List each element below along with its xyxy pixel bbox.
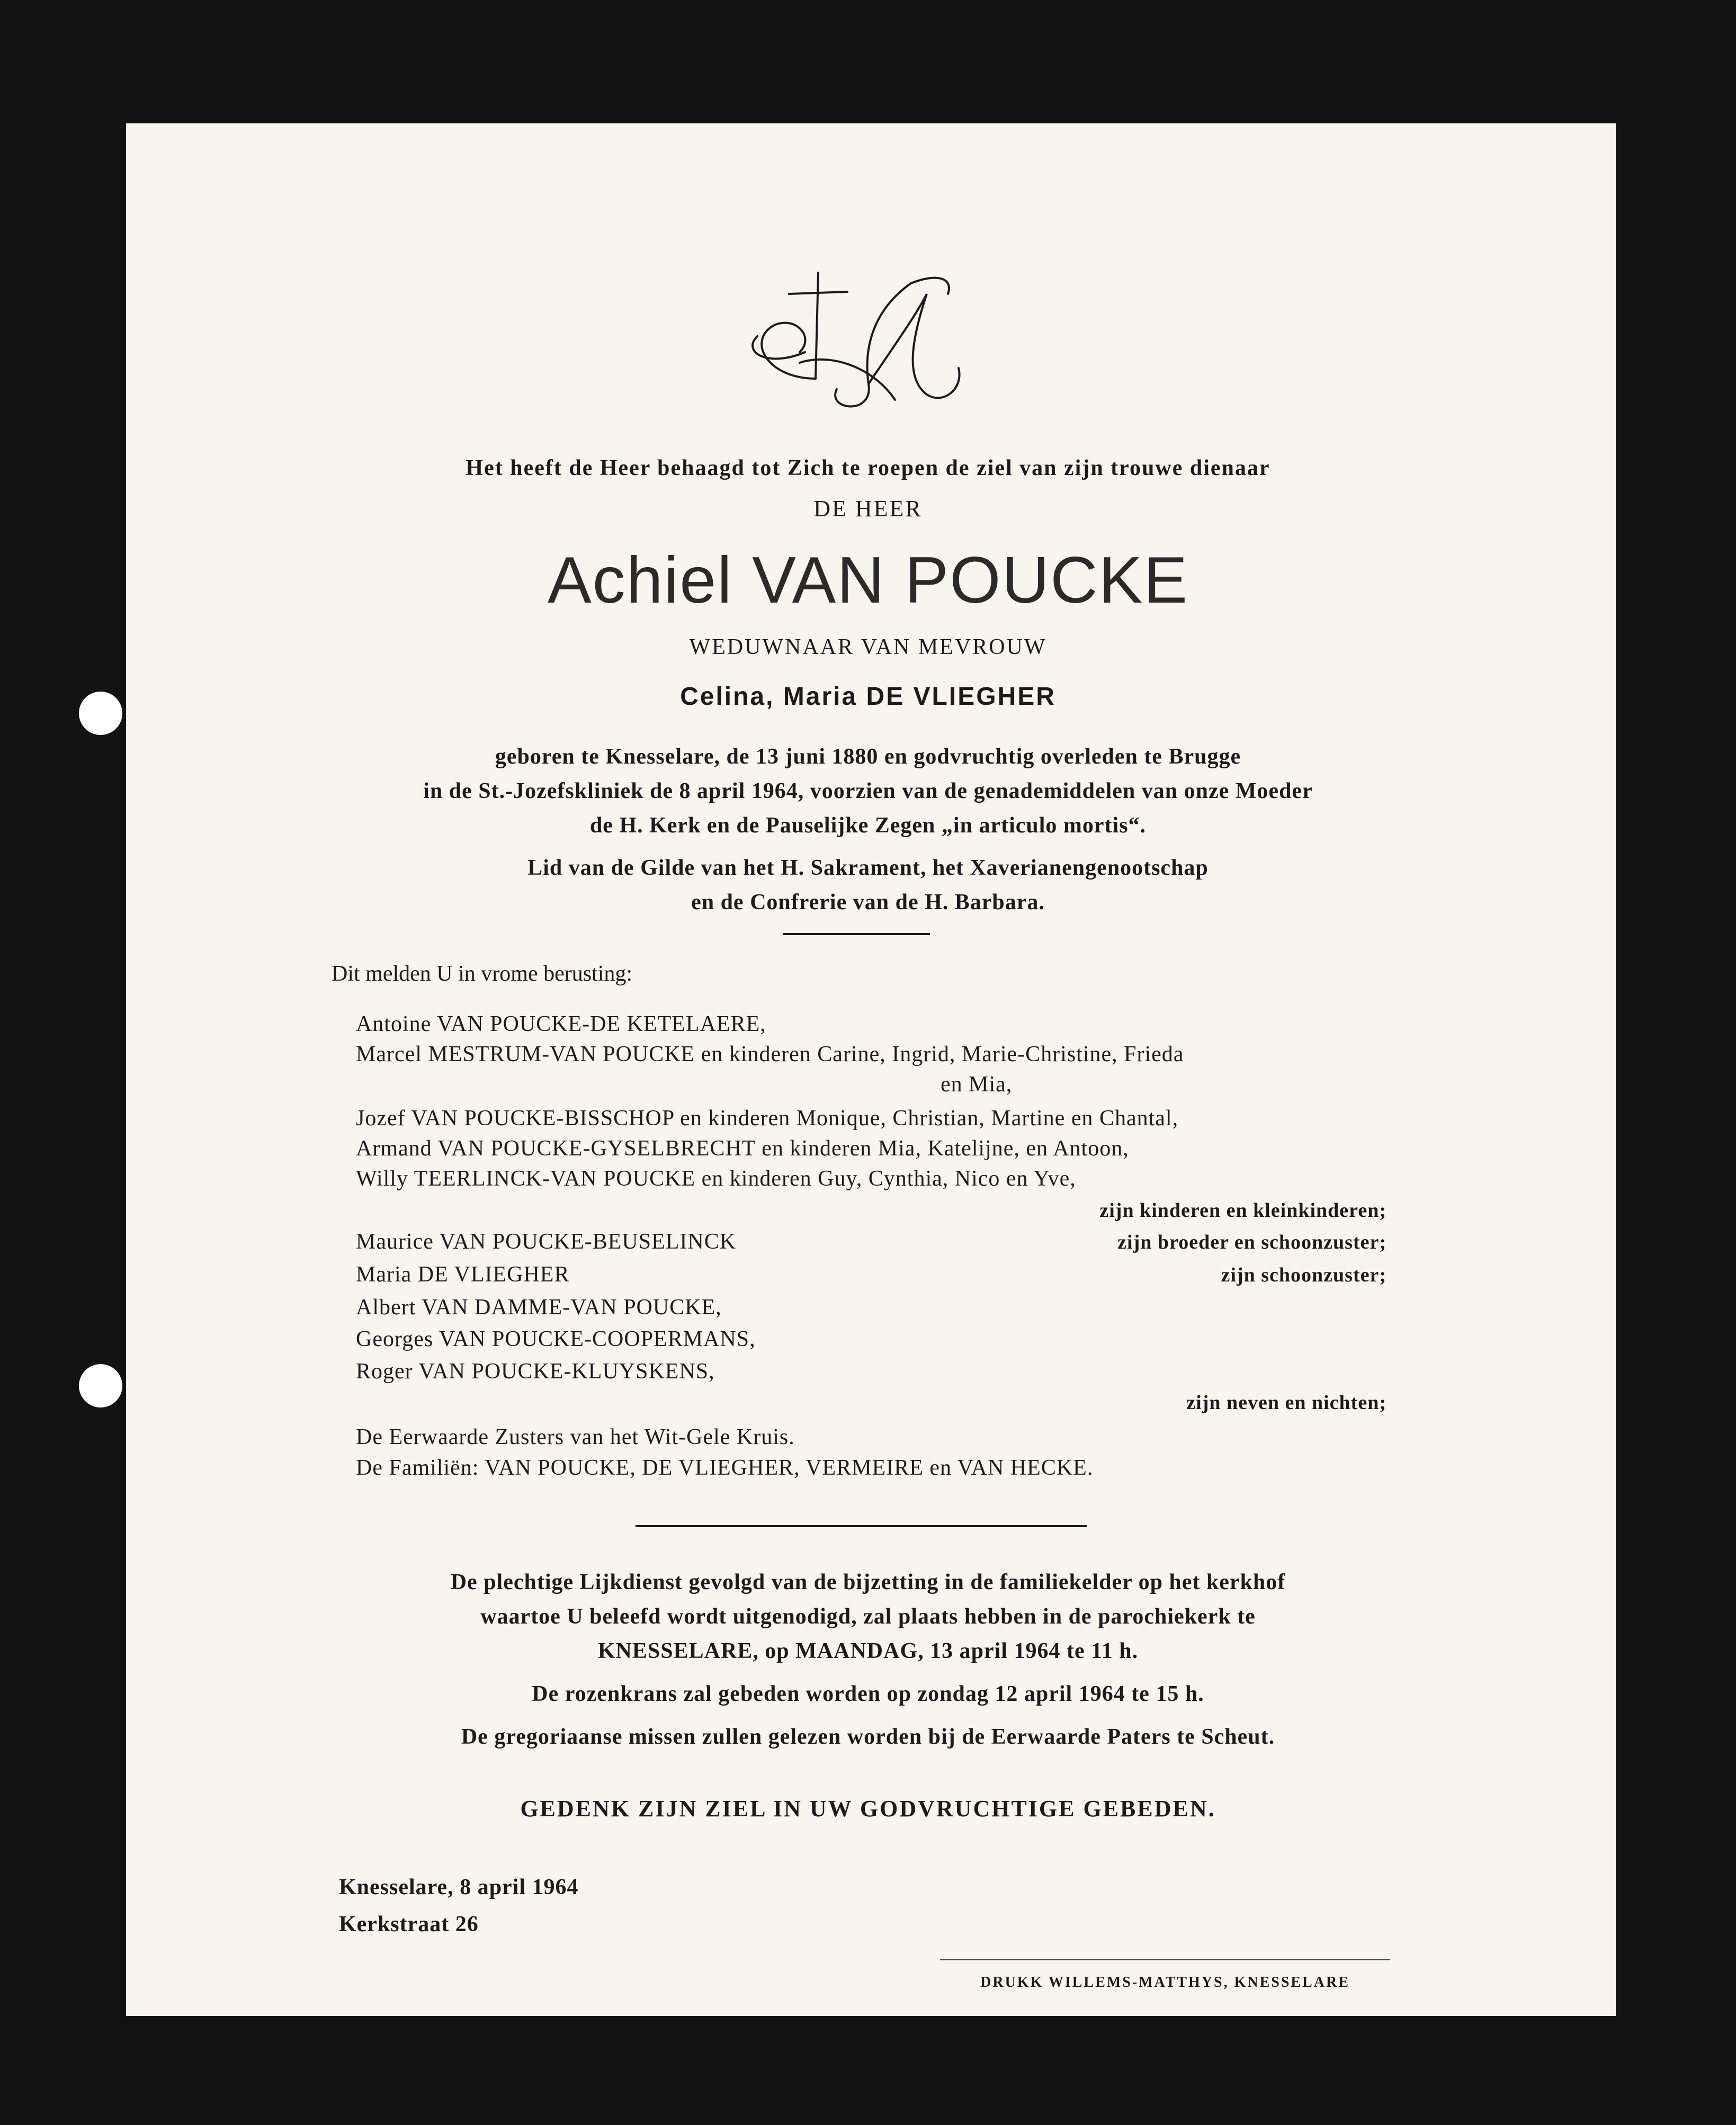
funeral-line: KNESSELARE, op MAANDAG, 13 april 1964 te 11 h. [597,1639,1139,1663]
family-line: Maurice VAN POUCKE-BEUSELINCK [356,1230,737,1254]
printer-rule [940,1959,1390,1960]
family-line: De Familiën: VAN POUCKE, DE VLIEGHER, VERMEIRE en VAN HECKE. [356,1456,1094,1480]
cross-monogram-icon [736,262,974,421]
family-line: De Eerwaarde Zusters van het Wit-Gele Kruis. [356,1425,795,1449]
family-line: Georges VAN POUCKE-COOPERMANS, [356,1327,756,1351]
title-prefix: DE HEER [813,496,923,522]
family-line: Roger VAN POUCKE-KLUYSKENS, [356,1359,715,1384]
funeral-line: De plechtige Lijkdienst gevolgd van de bijzetting in de familiekelder op het kerkhof [450,1570,1286,1594]
membership-line: Lid van de Gilde van het H. Sakrament, het Xaverianengenootschap [527,856,1209,880]
relation-label: zijn kinderen en kleinkinderen; [1099,1199,1386,1222]
birth-death-line: geboren te Knesselare, de 13 juni 1880 en godvruchtig overleden te Brugge [495,745,1241,769]
funeral-line: waartoe U beleefd wordt uitgenodigd, zal plaats hebben in de parochiekerk te [480,1604,1256,1629]
place-date: Knesselare, 8 april 1964 [339,1875,579,1899]
widower-line: WEDUWNAAR VAN MEVROUW [689,635,1047,659]
deceased-name: Achiel VAN POUCKE [547,544,1189,617]
birth-death-line: in de St.-Jozefskliniek de 8 april 1964, voorzien van de genademiddelen van onze Moeder [423,779,1313,803]
membership-line: en de Confrerie van de H. Barbara. [691,890,1045,914]
divider [636,1525,1087,1527]
closing-prayer: GEDENK ZIJN ZIEL IN UW GODVRUCHTIGE GEBEDEN. [520,1796,1216,1822]
birth-death-line: de H. Kerk en de Pauselijke Zegen „in articulo mortis“. [589,813,1147,838]
address: Kerkstraat 26 [339,1912,479,1936]
rosary-line: De rozenkrans zal gebeden worden op zondag 12 april 1964 te 15 h. [532,1682,1204,1706]
family-line: Marcel MESTRUM-VAN POUCKE en kinderen Carine, Ingrid, Marie-Christine, Frieda [356,1042,1184,1066]
masses-line: De gregoriaanse missen zullen gelezen worden bij de Eerwaarde Paters te Scheut. [461,1725,1275,1749]
family-line: Armand VAN POUCKE-GYSELBRECHT en kinderen Mia, Katelijne, en Antoon, [356,1136,1129,1161]
relation-label: zijn broeder en schoonzuster; [1117,1231,1386,1253]
family-line: Willy TEERLINCK-VAN POUCKE en kinderen Guy, Cynthia, Nico en Yve, [356,1167,1076,1191]
divider [783,933,930,935]
intro-line: Het heeft de Heer behaagd tot Zich te roepen de ziel van zijn trouwe dienaar [466,456,1270,480]
family-line: Maria DE VLIEGHER [356,1262,570,1287]
relation-label: zijn neven en nichten; [1186,1392,1386,1414]
announcers-intro: Dit melden U in vrome berusting: [332,962,633,986]
printer-credit: DRUKK WILLEMS-MATTHYS, KNESSELARE [980,1974,1350,1990]
spouse-name: Celina, Maria DE VLIEGHER [680,683,1056,711]
relation-label: zijn schoonzuster; [1221,1264,1386,1286]
family-line: Antoine VAN POUCKE-DE KETELAERE, [356,1012,766,1036]
family-line: en Mia, [941,1072,1013,1097]
family-line: Albert VAN DAMME-VAN POUCKE, [356,1295,722,1320]
family-line: Jozef VAN POUCKE-BISSCHOP en kinderen Monique, Christian, Martine en Chantal, [356,1106,1179,1131]
punch-hole [79,1364,122,1407]
